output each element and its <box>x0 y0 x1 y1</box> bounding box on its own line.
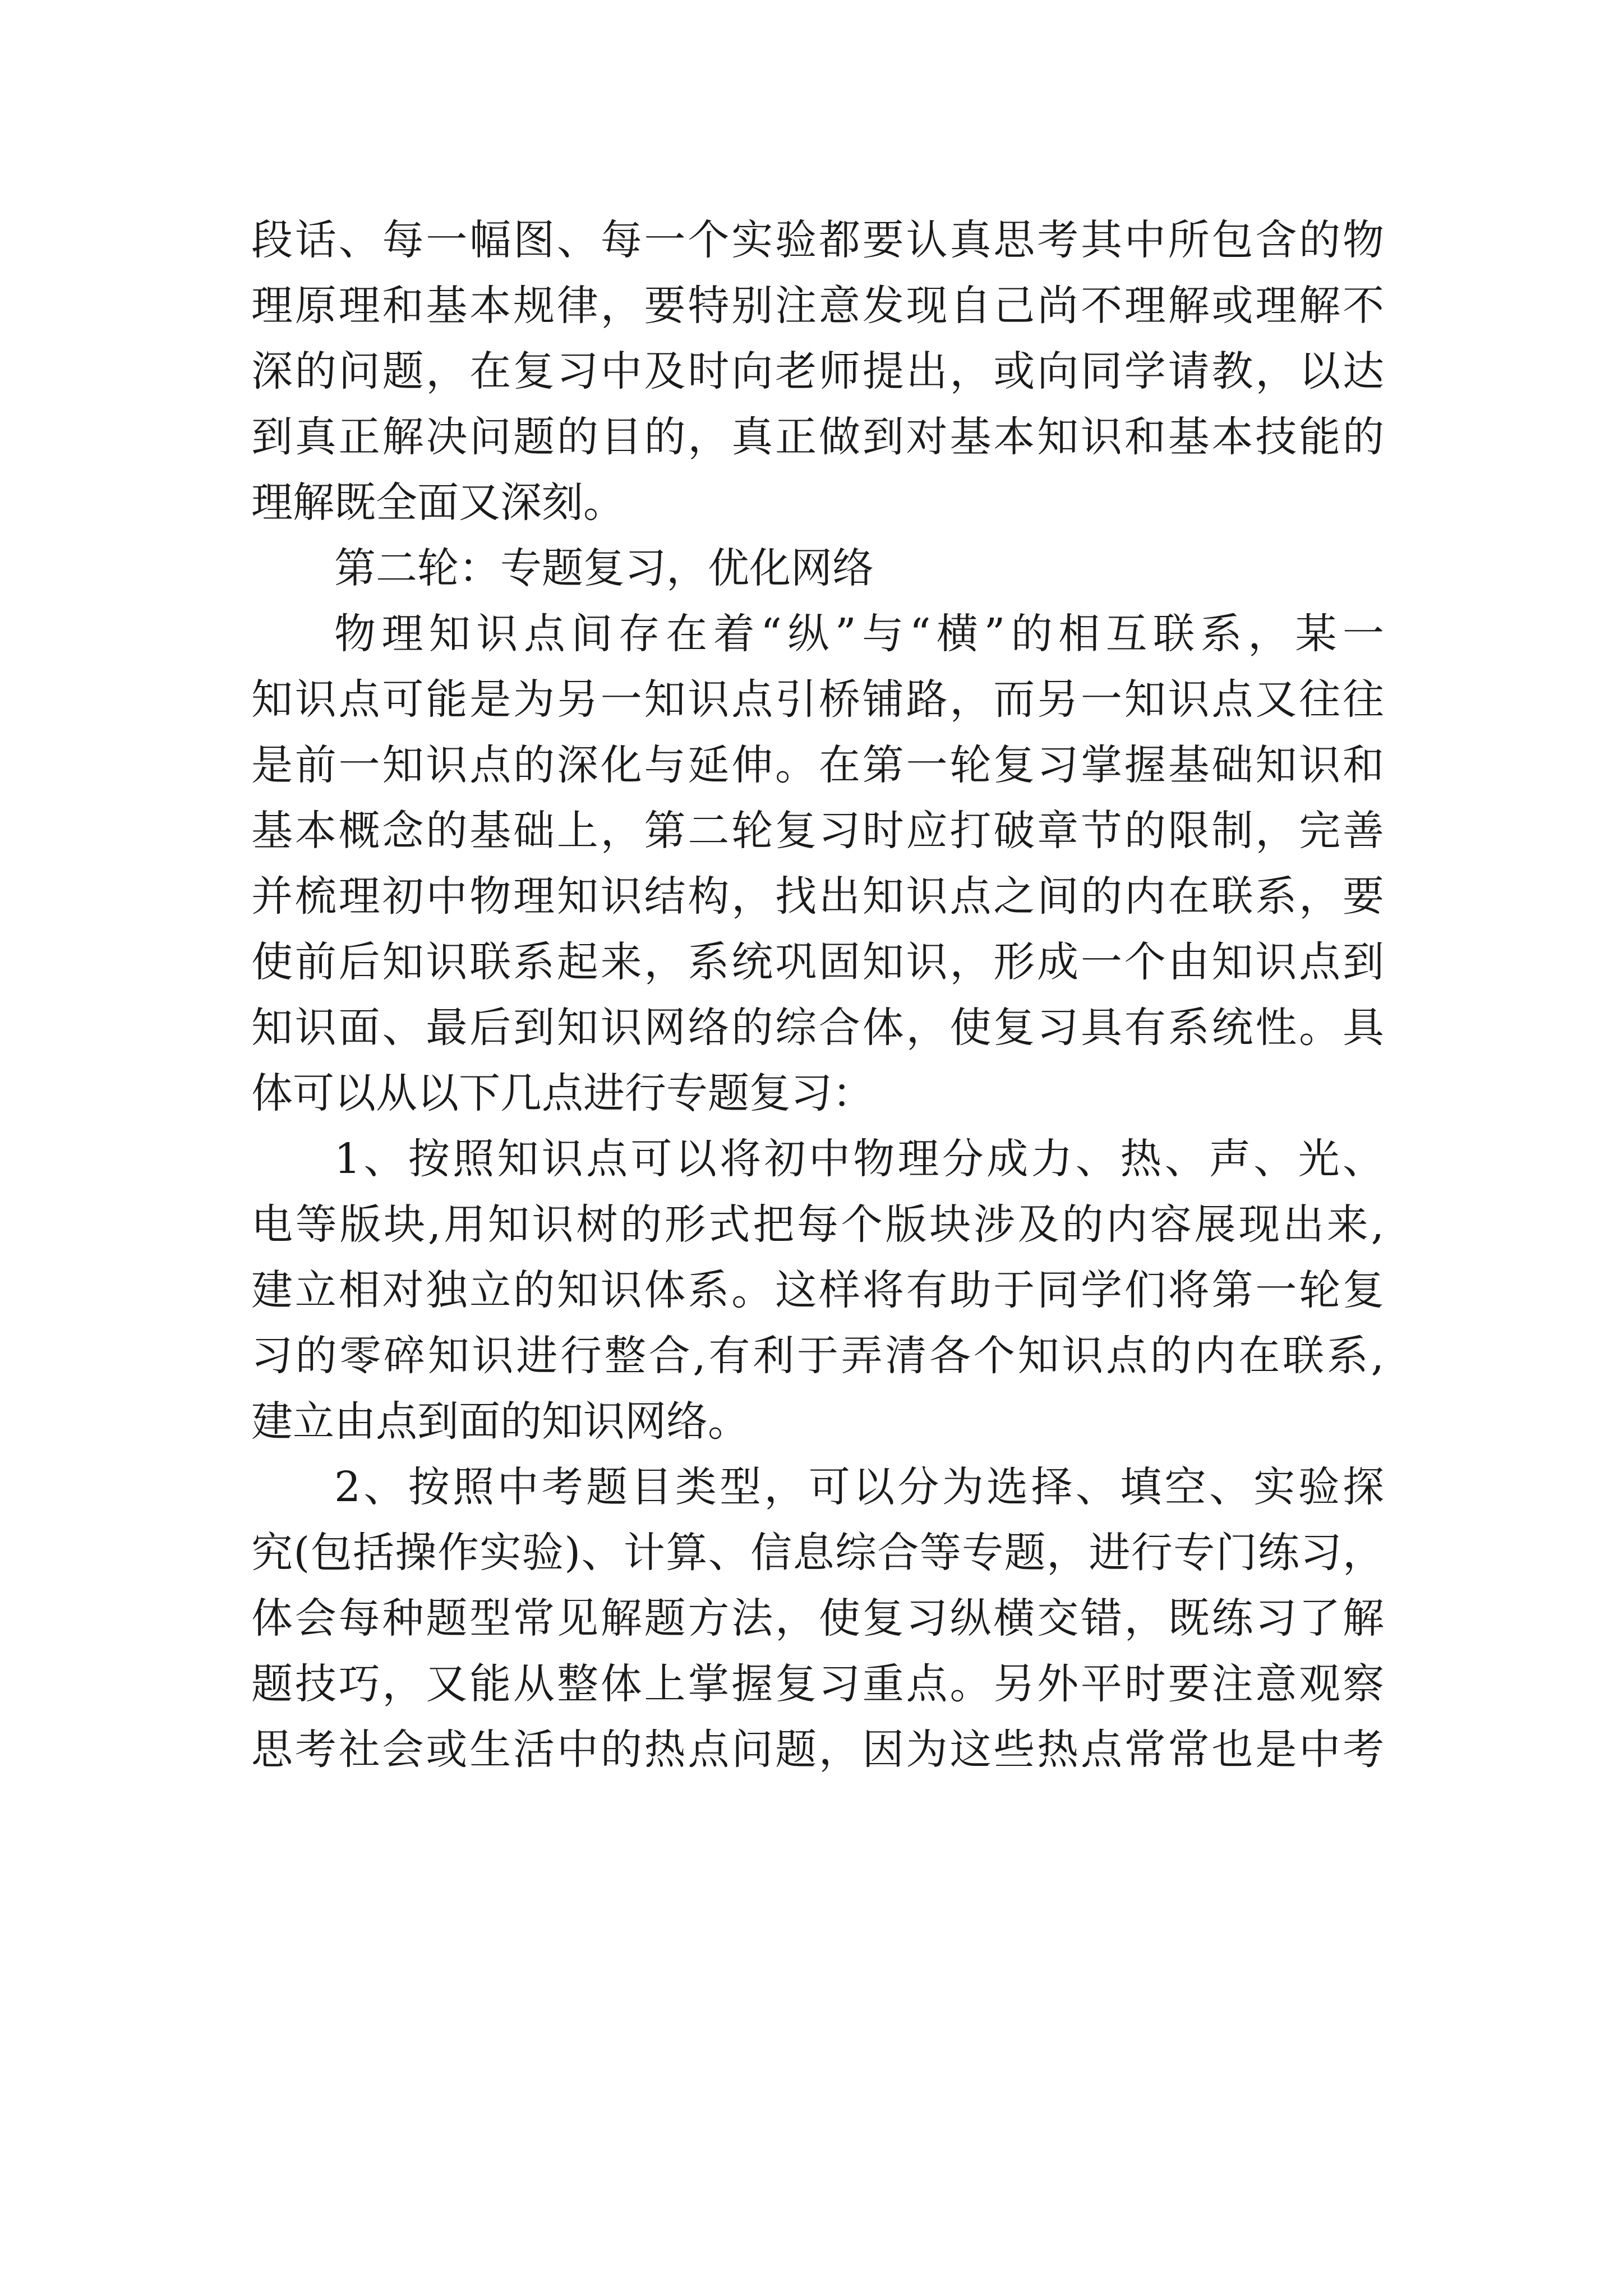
text-line: 使前后知识联系起来，系统巩固知识，形成一个由知识点到 <box>251 938 1384 986</box>
text-line: 体会每种题型常见解题方法，使复习纵横交错，既练习了解 <box>251 1594 1384 1642</box>
text-line: 并梳理初中物理知识结构，找出知识点之间的内在联系，要 <box>251 872 1384 921</box>
text-line: 建立相对独立的知识体系。这样将有助于同学们将第一轮复 <box>251 1266 1384 1314</box>
list-item-2: 2、按照中考题目类型，可以分为选择、填空、实验探 <box>334 1463 1384 1511</box>
list-item-1: 1、按照知识点可以将初中物理分成力、热、声、光、 <box>334 1135 1384 1183</box>
text-line: 段话、每一幅图、每一个实验都要认真思考其中所包含的物 <box>251 216 1384 264</box>
text-line: 深的问题，在复习中及时向老师提出，或向同学请教，以达 <box>251 347 1384 395</box>
text-line: 基本概念的基础上，第二轮复习时应打破章节的限制，完善 <box>251 807 1384 855</box>
text-line: 是前一知识点的深化与延伸。在第一轮复习掌握基础知识和 <box>251 741 1384 789</box>
document-body <box>251 208 1384 1783</box>
text-line: 理原理和基本规律，要特别注意发现自己尚不理解或理解不 <box>251 282 1384 330</box>
text-line: 建立由点到面的知识网络。 <box>251 1397 749 1446</box>
text-line: 体可以从以下几点进行专题复习： <box>251 1069 874 1117</box>
text-line: 到真正解决问题的目的，真正做到对基本知识和基本技能的 <box>251 413 1384 461</box>
text-line: 物理知识点间存在着“纵”与“横”的相互联系，某一 <box>334 610 1384 658</box>
text-line: 理解既全面又深刻。 <box>251 478 625 527</box>
text-line: 知识点可能是为另一知识点引桥铺路，而另一知识点又往往 <box>251 675 1384 724</box>
text-line: 知识面、最后到知识网络的综合体，使复习具有系统性。具 <box>251 1004 1384 1052</box>
text-line: 究(包括操作实验)、计算、信息综合等专题，进行专门练习， <box>251 1529 1384 1577</box>
section-heading: 第二轮：专题复习，优化网络 <box>334 544 874 592</box>
text-line: 电等版块,用知识树的形式把每个版块涉及的内容展现出来, <box>251 1200 1384 1249</box>
text-line: 思考社会或生活中的热点问题，因为这些热点常常也是中考 <box>251 1726 1384 1774</box>
text-line: 习的零碎知识进行整合,有利于弄清各个知识点的内在联系, <box>251 1332 1384 1380</box>
text-line: 题技巧，又能从整体上掌握复习重点。另外平时要注意观察 <box>251 1660 1384 1708</box>
